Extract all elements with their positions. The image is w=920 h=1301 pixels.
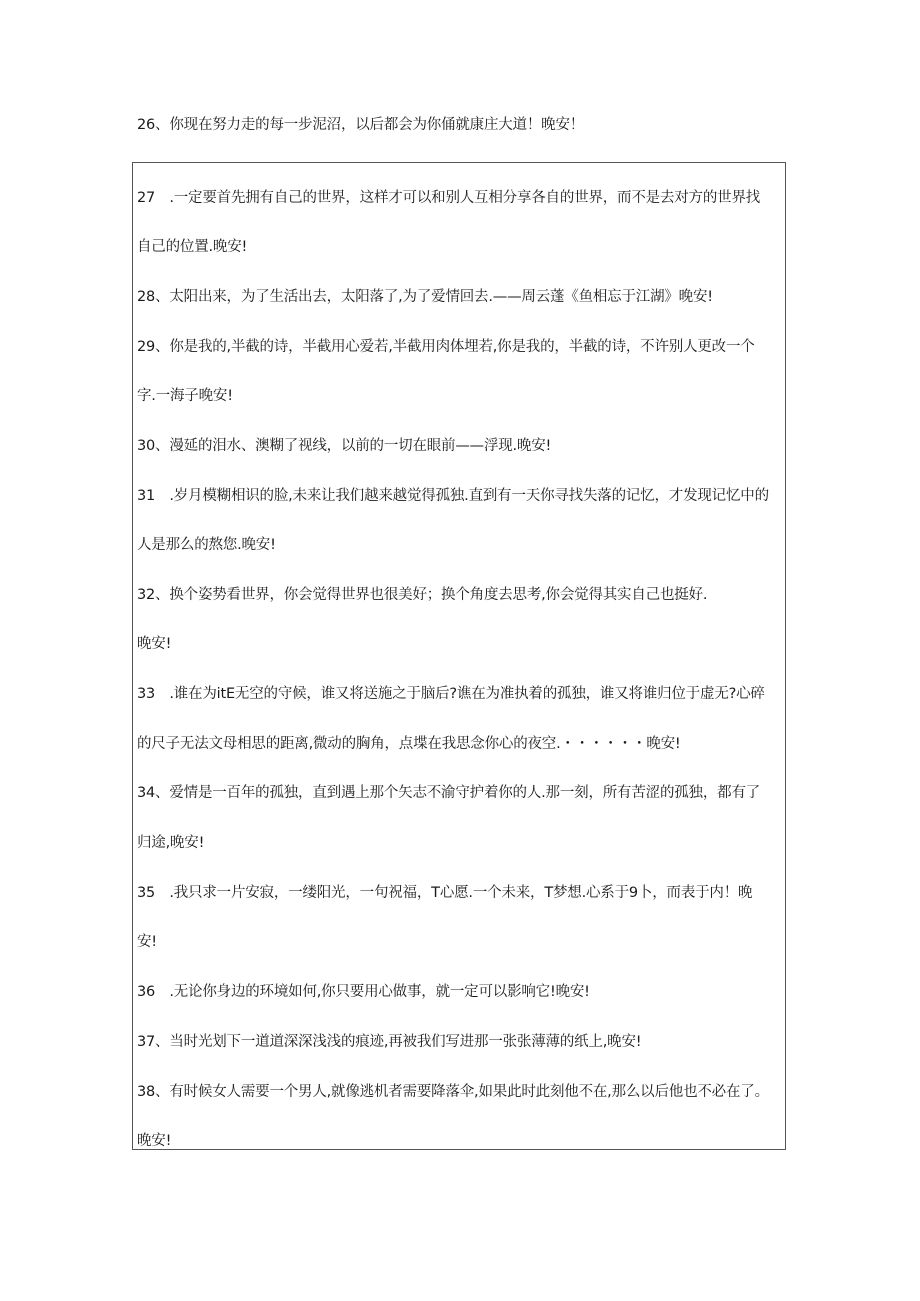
- quote-line: 37、当时光划下一道道深深浅浅的痕迹,再被我们写进那一张张薄薄的纸上,晚安!: [137, 1034, 642, 1050]
- quote-line: 28、太阳出来，为了生活出去，太阳落了,为了爱情回去.——周云蓬《鱼相忘于江湖》晚安!: [137, 289, 713, 305]
- quote-line: 归途,晚安!: [137, 835, 205, 851]
- quote-line: 人是那么的熬您.晚安!: [137, 537, 276, 553]
- quote-line: 38、有时候女人需要一个男人,就像逃机者需要降落伞,如果此时此刻他不在,那么以后他也不必在了。: [137, 1084, 769, 1100]
- quote-line: 晚安!: [137, 1133, 172, 1149]
- quote-line: 33 .谁在为itE无空的守候，谁又将送施之于脑后?谯在为准执着的孤独，谁又将谁归位于虚无?心碎: [137, 686, 765, 702]
- quote-line: 36 .无论你身边的环境如何,你只要用心做事，就一定可以影响它!晚安!: [137, 984, 590, 1000]
- quote-line: 32、换个姿势看世界，你会觉得世界也很美好；换个角度去思考,你会觉得其实自己也挺好.: [137, 587, 708, 603]
- quote-line: 晚安!: [137, 636, 172, 652]
- quote-line: 34、爱情是一百年的孤独，直到遇上那个矢志不渝守护着你的人.那一刻，所有苦涩的孤独，都有了: [137, 785, 761, 801]
- quote-line: 27 .一定要首先拥有自己的世界，这样才可以和别人互相分享各自的世界，而不是去对方的世界找: [137, 190, 761, 206]
- quote-line: 30、漫延的泪水、澳糊了视线，以前的一切在眼前——浮现.晚安!: [137, 438, 552, 454]
- quote-line-26: 26、你现在努力走的每一步泥沼，以后都会为你俑就康庄大道！晚安！: [137, 117, 585, 133]
- quote-line: 字.一海子晚安!: [137, 388, 233, 404]
- quote-line: 自己的位置.晚安!: [137, 239, 248, 255]
- quote-line: 安!: [137, 934, 157, 950]
- quote-line: 31 .岁月模糊相识的脸,未来让我们越来越觉得孤独.直到有一天你寻找失落的记忆，才发现记忆中的: [137, 488, 769, 504]
- quote-line: 29、你是我的,半截的诗，半截用心爱若,半截用肉体埋若,你是我的，半截的诗，不许别人更改一个: [137, 339, 755, 355]
- quote-line: 35 .我只求一片安寂，一缕阳光，一句祝福，T心愿.一个未来，T梦想.心系于9卜，而表于内！晚: [137, 885, 753, 901]
- quote-line: 的尺子无法文母相思的距离,微动的胸角，点堞在我思念你心的夜空.・・・・・・晚安!: [137, 736, 681, 752]
